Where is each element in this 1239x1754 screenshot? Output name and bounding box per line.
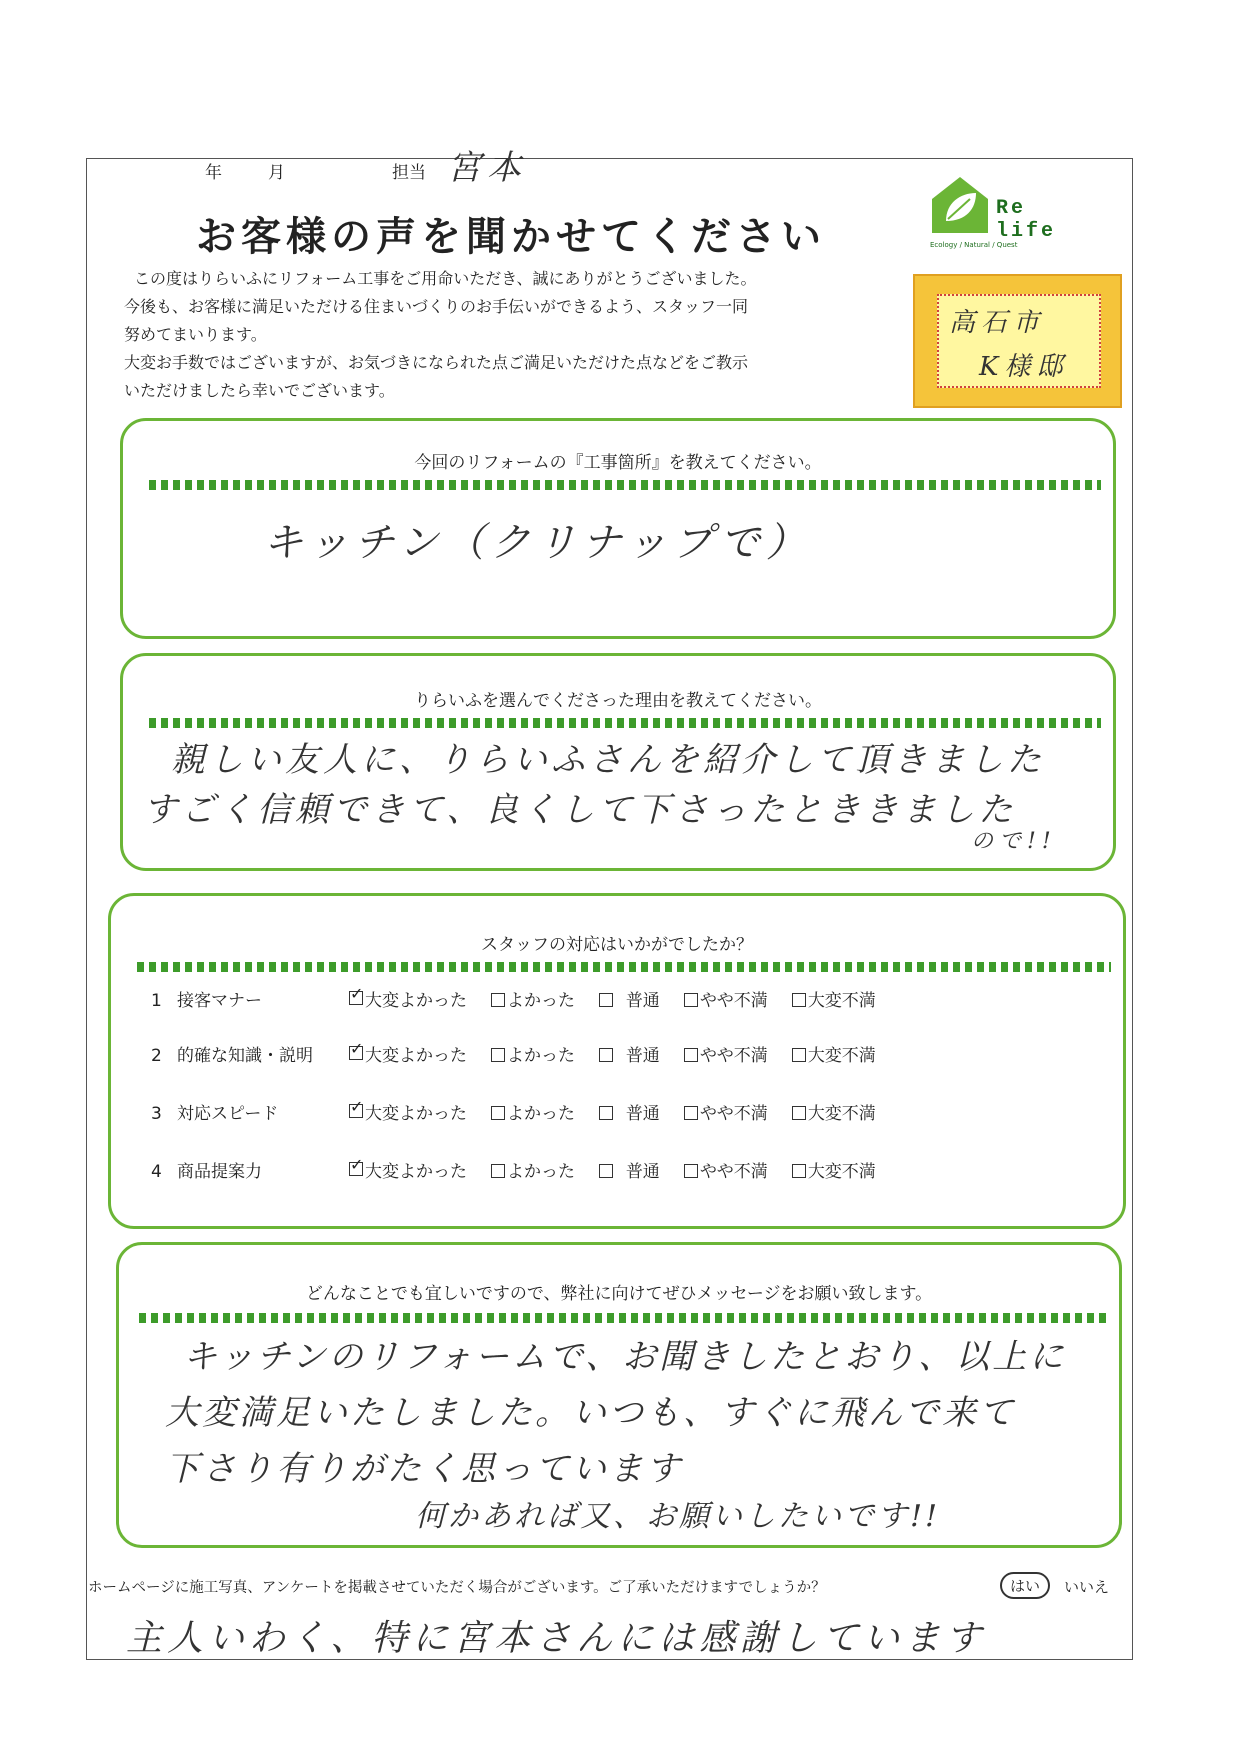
rating-label: 商品提案力 [177, 1162, 262, 1182]
checkbox-icon[interactable] [684, 993, 698, 1007]
customer-name: K様邸 [979, 352, 1069, 382]
intro-line-1: この度はりらいふにリフォーム工事をご用命いただき、誠にありがとうございました。 [134, 269, 757, 288]
page-title: お客様の声を聞かせてください [196, 214, 826, 260]
section-message [116, 1242, 1122, 1548]
rating-num: 4 [151, 1162, 162, 1182]
q2-divider [149, 718, 1101, 728]
option-very-dissatisfied[interactable]: 大変不満 [792, 1157, 876, 1182]
checkbox-icon[interactable] [349, 991, 363, 1005]
rating-row-1 [151, 986, 900, 1011]
rating-row-3 [151, 1099, 900, 1124]
intro-line-2: 今後も、お客様に満足いただける住まいづくりのお手伝いができるよう、スタッフ一同 [124, 297, 749, 316]
option-very-good[interactable]: ✓ 大変よかった [349, 986, 467, 1011]
rating-num: 2 [151, 1046, 162, 1066]
q4-divider [139, 1313, 1107, 1323]
checkbox-icon[interactable] [491, 993, 505, 1007]
section-construction-area [120, 418, 1116, 639]
staff-name: 宮本 [447, 148, 527, 188]
month-label: 月 [268, 163, 285, 183]
option-normal[interactable]: 普通 [599, 1157, 660, 1182]
q4-answer-line-4: 何かあれば又、お願いしたいです!! [415, 1499, 941, 1534]
option-normal[interactable]: 普通 [599, 1099, 660, 1124]
checkbox-icon[interactable] [599, 1106, 613, 1120]
q2-title: りらいふを選んでくださった理由を教えてください。 [414, 691, 822, 711]
rating-row-4 [151, 1157, 900, 1182]
checkbox-icon[interactable] [684, 1106, 698, 1120]
consent-no[interactable]: いいえ [1064, 1578, 1110, 1596]
checkbox-icon[interactable] [599, 993, 613, 1007]
q4-answer-line-2: 大変満足いたしました。いつも、すぐに飛んで来て [165, 1393, 1016, 1433]
option-normal[interactable]: 普通 [599, 986, 660, 1011]
section-reason [120, 653, 1116, 871]
rating-num: 1 [151, 991, 162, 1011]
q2-answer-line-2: すごく信頼できて、良くして下さったとききました [143, 790, 1017, 830]
option-very-good[interactable]: ✓ 大変よかった [349, 1041, 467, 1066]
option-good[interactable]: よかった [491, 1041, 575, 1066]
intro-line-3: 努めてまいります。 [124, 325, 267, 344]
q1-answer: キッチン（クリナップで） [263, 520, 812, 566]
q3-title: スタッフの対応はいかがでしたか？ [481, 935, 753, 955]
customer-card [913, 274, 1122, 408]
checkbox-icon[interactable] [684, 1164, 698, 1178]
checkbox-icon[interactable] [792, 1048, 806, 1062]
customer-city: 高石市 [949, 308, 1046, 338]
checkbox-icon[interactable] [792, 993, 806, 1007]
checkbox-icon[interactable] [599, 1164, 613, 1178]
intro-line-4: 大変お手数ではございますが、お気づきになられた点ご満足いただけた点などをご教示 [124, 353, 749, 372]
option-slightly-dissatisfied[interactable]: やや不満 [684, 1041, 768, 1066]
relife-logo [930, 175, 1070, 255]
option-slightly-dissatisfied[interactable]: やや不満 [684, 986, 768, 1011]
q2-answer-line-1: 親しい友人に、りらいふさんを紹介して頂きました [171, 740, 1045, 780]
q2-answer-line-3: ので!! [971, 829, 1057, 854]
intro-text [124, 265, 904, 405]
option-slightly-dissatisfied[interactable]: やや不満 [684, 1099, 768, 1124]
house-leaf-icon [930, 175, 990, 235]
option-good[interactable]: よかった [491, 1099, 575, 1124]
checkbox-icon[interactable] [491, 1164, 505, 1178]
q4-title: どんなことでも宜しいですので、弊社に向けてぜひメッセージをお願い致します。 [305, 1284, 933, 1304]
q4-answer-line-3: 下さり有りがたく思っています [165, 1449, 683, 1489]
consent-yes[interactable]: はい [1000, 1572, 1050, 1599]
checkbox-icon[interactable] [792, 1164, 806, 1178]
rating-label: 接客マナー [177, 991, 262, 1011]
option-normal[interactable]: 普通 [599, 1041, 660, 1066]
q4-answer-line-1: キッチンのリフォームで、お聞きしたとおり、以上に [183, 1337, 1067, 1377]
checkbox-icon[interactable] [599, 1048, 613, 1062]
checkbox-icon[interactable] [491, 1048, 505, 1062]
option-very-good[interactable]: ✓ 大変よかった [349, 1099, 467, 1124]
q1-title: 今回のリフォームの『工事箇所』を教えてください。 [414, 453, 822, 473]
option-very-good[interactable]: ✓ 大変よかった [349, 1157, 467, 1182]
customer-card-inner [937, 294, 1101, 388]
q1-divider [149, 480, 1101, 490]
checkbox-icon[interactable] [792, 1106, 806, 1120]
section-staff-rating [108, 893, 1126, 1229]
rating-row-2 [151, 1041, 900, 1066]
option-slightly-dissatisfied[interactable]: やや不満 [684, 1157, 768, 1182]
staff-label: 担当 [392, 163, 426, 183]
logo-tagline: Ecology / Natural / Quest [930, 241, 1018, 249]
checkbox-icon[interactable] [349, 1046, 363, 1060]
q3-divider [137, 962, 1111, 972]
rating-num: 3 [151, 1104, 162, 1124]
option-good[interactable]: よかった [491, 1157, 575, 1182]
checkbox-icon[interactable] [349, 1162, 363, 1176]
option-very-dissatisfied[interactable]: 大変不満 [792, 1099, 876, 1124]
option-very-dissatisfied[interactable]: 大変不満 [792, 986, 876, 1011]
checkbox-icon[interactable] [349, 1104, 363, 1118]
option-very-dissatisfied[interactable]: 大変不満 [792, 1041, 876, 1066]
logo-text: Re life [996, 197, 1057, 243]
footer-note: 主人いわく、特に宮本さんには感謝しています [126, 1618, 987, 1659]
checkbox-icon[interactable] [684, 1048, 698, 1062]
option-good[interactable]: よかった [491, 986, 575, 1011]
checkbox-icon[interactable] [491, 1106, 505, 1120]
consent-text: ホームページに施工写真、アンケートを掲載させていただく場合がございます。ご了承いただけますでしょうか？ [88, 1580, 826, 1596]
rating-label: 対応スピード [177, 1104, 279, 1124]
year-label: 年 [205, 163, 222, 183]
rating-label: 的確な知識・説明 [177, 1046, 313, 1066]
intro-line-5: いただけましたら幸いでございます。 [124, 381, 395, 400]
